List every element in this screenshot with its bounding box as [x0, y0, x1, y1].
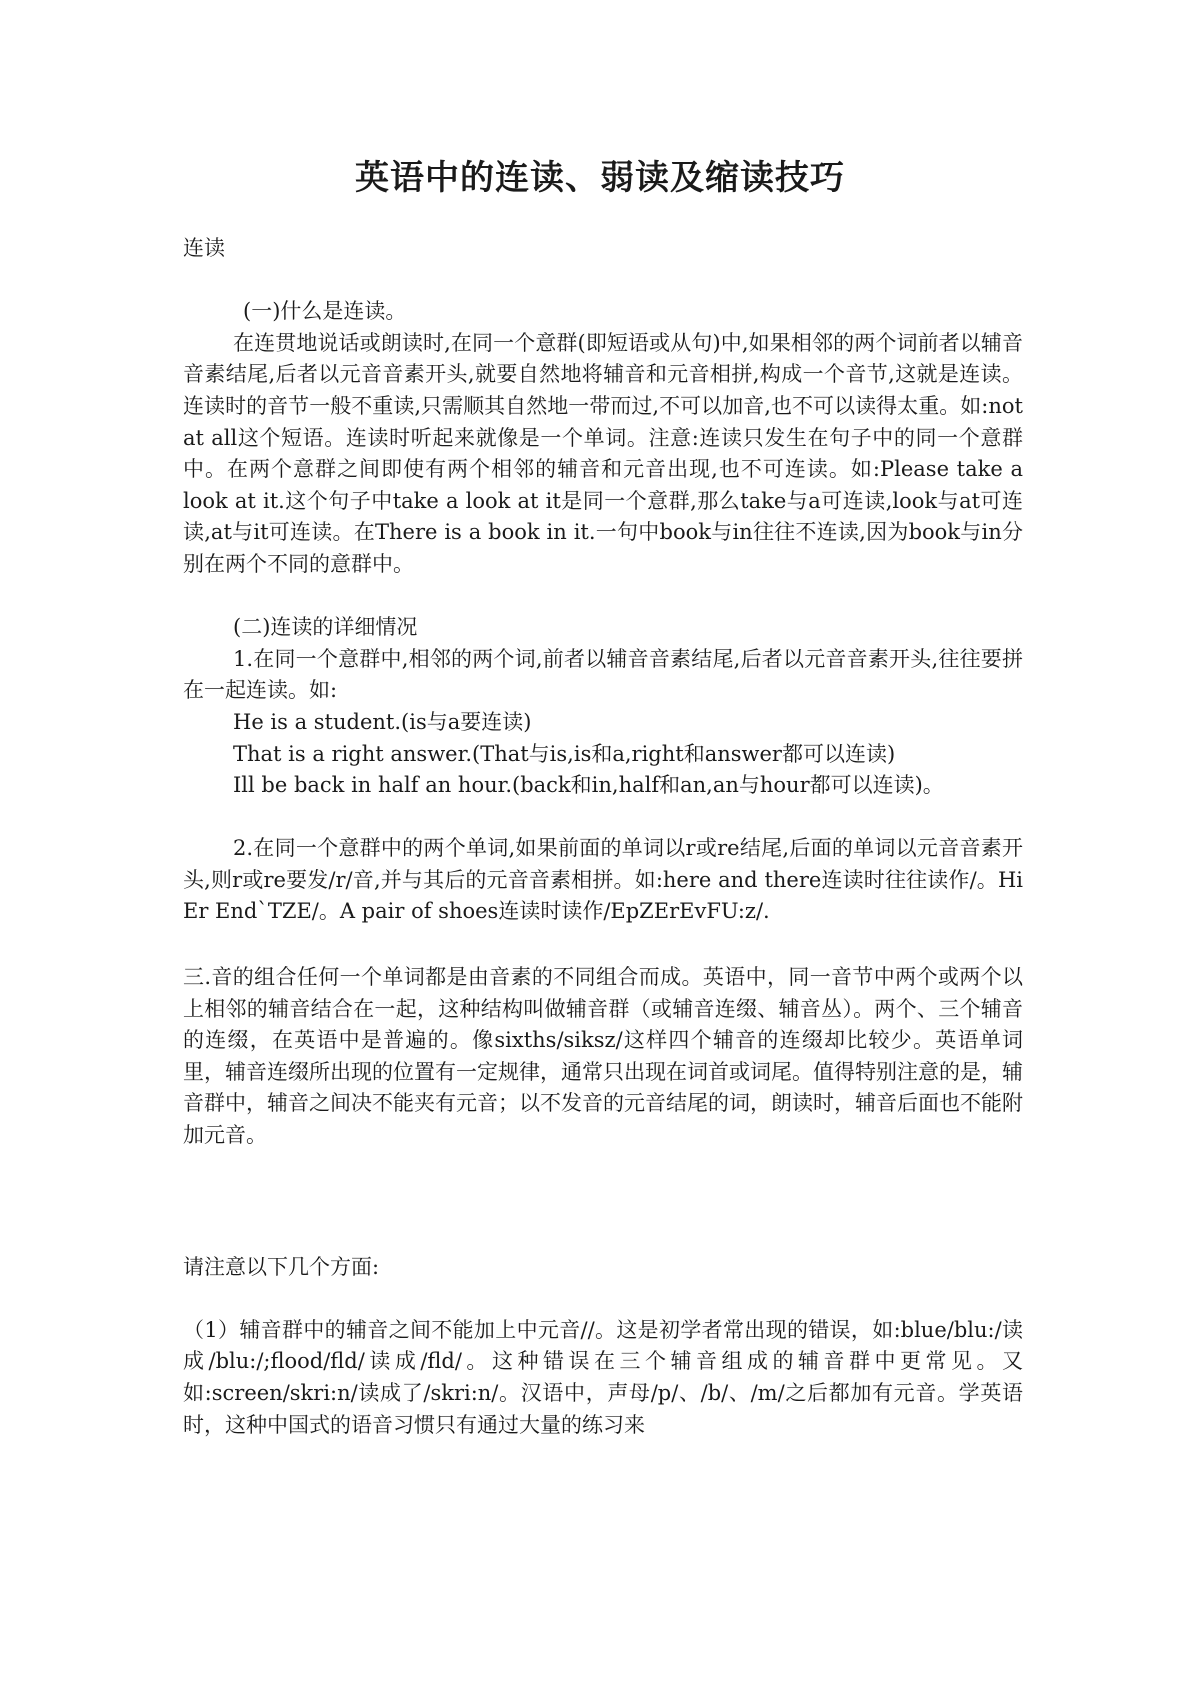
document-title: 英语中的连读、弱读及缩读技巧 [355, 158, 845, 198]
section1-paragraph: 在连贯地说话或朗读时,在同一个意群(即短语或从句)中,如果相邻的两个词前者以辅音音素结尾,后者以元音音素开头,就要自然地将辅音和元音相拼,构成一个音节,这就是连读。连读时的音节一般不重读,只需顺其自然地一带而过,不可以加音,也不可以读得太重。如:not at all这个短语。连读时听起来就像是一个单词。注意:连读只发生在句子中的同一个意群中。在两个意群之间即使有两个相邻的辅音和元音出现,也不可连读。如:Please take a look at it.这个句子中take a look at it是同一个意群,那么take与a可连读,look与at可连读,at与it可连读。在There is a book in it.一句中book与in往往不连读,因为book与in分别在两个不同的意群中。 [183, 330, 1030, 576]
example3: Ill be back in half an hour.(back和in,half和an,an与hour都可以连读)。 [233, 773, 944, 798]
example2: That is a right answer.(That与is,is和a,right和answer都可以连读) [233, 741, 896, 766]
note-heading: 请注意以下几个方面: [183, 1254, 380, 1279]
note1-paragraph: （1）辅音群中的辅音之间不能加上中元音//。这是初学者常出现的错误，如:blue/blu:/读成/blu:/;flood/fld/读成/fld/。这种错误在三个辅音组成的辅音群中更常见。又如:screen/skri:n/读成了/skri:n/。汉语中，声母/p/、/b/、/m/之后都加有元音。学英语时，这种中国式的语音习惯只有通过大量的练习来 [183, 1317, 1023, 1437]
rule2-paragraph: 2.在同一个意群中的两个单词,如果前面的单词以r或re结尾,后面的单词以元音音素开头,则r或re要发/r/音,并与其后的元音音素相拼。如:here and there连读时往往读作/。Hi Er End`TZE/。A pair of shoes连读时读作/EpZErEvFU:z/. [183, 836, 1030, 924]
example1: He is a student.(is与a要连读) [233, 709, 532, 734]
heading-liaison: 连读 [183, 236, 225, 260]
section1-heading: (一)什么是连读。 [243, 299, 407, 324]
section3-paragraph: 三.音的组合任何一个单词都是由音素的不同组合而成。英语中，同一音节中两个或两个以上相邻的辅音结合在一起，这种结构叫做辅音群（或辅音连缀、辅音丛）。两个、三个辅音的连缀，在英语中是普遍的。像sixths/siksz/这样四个辅音的连缀却比较少。英语单词里，辅音连缀所出现的位置有一定规律，通常只出现在词首或词尾。值得特别注意的是，辅音群中，辅音之间决不能夹有元音；以不发音的元音结尾的词，朗读时，辅音后面也不能附加元音。 [183, 965, 1023, 1148]
rule1-paragraph: 1.在同一个意群中,相邻的两个词,前者以辅音音素结尾,后者以元音音素开头,往往要拼在一起连读。如: [183, 646, 1023, 703]
document-body [183, 233, 1030, 1441]
section2-heading: (二)连读的详细情况 [233, 615, 418, 640]
